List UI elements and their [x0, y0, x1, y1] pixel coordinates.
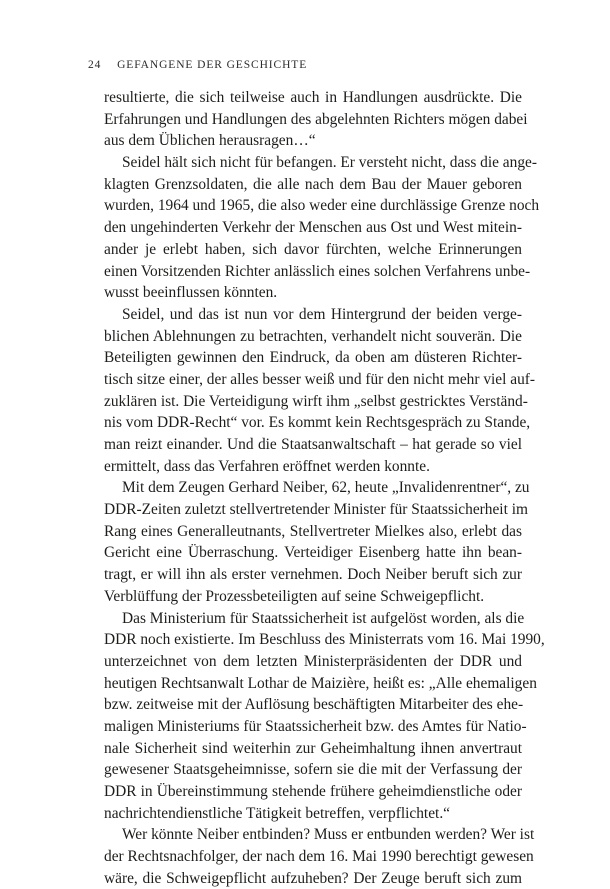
text-line: ander je erlebt haben, sich davor fürchten, welche Erinnerungen — [104, 240, 522, 258]
text-line: heutigen Rechtsanwalt Lothar de Maizière, heißt es: „Alle ehemaligen — [104, 674, 537, 692]
text-line: maligen Ministeriums für Staatssicherheit bzw. des Amtes für Natio- — [104, 717, 527, 735]
text-line: zuklären ist. Die Verteidigung wirft ihm „selbst gestricktes Verständ- — [104, 392, 528, 410]
text-line: einen Vorsitzenden Richter anlässlich eines solchen Verfahrens unbe- — [104, 262, 531, 280]
text-line: Mit dem Zeugen Gerhard Neiber, 62, heute „Invalidenrentner“, zu — [122, 479, 530, 497]
text-line: wusst beeinflussen könnten. — [104, 284, 278, 302]
text-line: tisch sitze einer, der alles besser weiß und für den nicht mehr viel auf- — [104, 370, 536, 388]
text-line: nale Sicherheit sind weiterhin zur Geheimhaltung ihnen anvertraut — [104, 739, 522, 757]
text-line: Erfahrungen und Handlungen des abgelehnten Richters mögen dabei — [104, 110, 528, 128]
text-line: Wer könnte Neiber entbinden? Muss er entbunden werden? Wer ist — [122, 826, 535, 844]
text-line: gewesener Staatsgeheimnisse, sofern sie die mit der Verfassung der — [104, 761, 522, 779]
running-title: GEFANGENE DER GESCHICHTE — [117, 59, 308, 71]
text-line: wurden, 1964 und 1965, die also weder eine durchlässige Grenze noch — [104, 197, 540, 215]
text-line: den ungehinderten Verkehr der Menschen aus Ost und West mitein- — [104, 219, 522, 237]
text-line: tragt, er will ihn als erster vernehmen. Doch Neiber beruft sich zur — [104, 566, 522, 584]
text-line: man reizt einander. Und die Staatsanwaltschaft – hat gerade so viel — [104, 436, 522, 453]
text-line: aus dem Üblichen herausragen…“ — [104, 132, 316, 150]
text-line: Beteiligten gewinnen den Eindruck, da oben am düsteren Richter- — [104, 349, 522, 367]
text-line: wäre, die Schweigepflicht aufzuheben? Der Zeuge beruft sich zum — [104, 869, 522, 887]
text-line: DDR in Übereinstimmung stehende frühere geheimdienstliche oder — [104, 783, 522, 800]
text-line: der Rechtsnachfolger, der nach dem 16. Mai 1990 berechtigt gewesen — [104, 848, 534, 866]
text-line: Verblüffung der Prozessbeteiligten auf seine Schweigepflicht. — [104, 587, 485, 605]
text-line: resultierte, die sich teilweise auch in Handlungen ausdrückte. Die — [104, 89, 522, 106]
text-line: klagten Grenzsoldaten, die alle nach dem Bau der Mauer geboren — [104, 175, 522, 193]
text-line: unterzeichnet von dem letzten Ministerpräsidenten der DDR und — [104, 652, 522, 670]
text-line: DDR noch existierte. Im Beschluss des Ministerrats vom 16. Mai 1990, — [104, 631, 545, 649]
text-line: nachrichtendienstliche Tätigkeit betreffen, verpflichtet.“ — [104, 804, 450, 822]
page-number: 24 — [88, 59, 102, 71]
body-text — [104, 87, 545, 889]
running-head — [88, 59, 307, 71]
text-line: Gericht eine Überraschung. Verteidiger Eisenberg hatte ihn bean- — [104, 544, 522, 562]
text-line: Seidel hält sich nicht für befangen. Er versteht nicht, dass die ange- — [122, 154, 537, 172]
text-line: DDR-Zeiten zuletzt stellvertretender Minister für Staatssicherheit im — [104, 501, 528, 519]
text-line: nis vom DDR-Recht“ vor. Es kommt kein Rechtsgespräch zu Stande, — [104, 414, 531, 432]
text-line: bzw. zeitweise mit der Auflösung beschäftigten Mitarbeiter des ehe- — [104, 696, 524, 714]
text-line: ermittelt, dass das Verfahren eröffnet werden konnte. — [104, 457, 430, 475]
text-line: Rang eines Generalleutnants, Stellvertreter Mielkes also, erlebt das — [104, 522, 522, 540]
text-line: Das Ministerium für Staatssicherheit ist aufgelöst worden, als die — [122, 609, 525, 627]
text-line: Seidel, und das ist nun vor dem Hintergrund der beiden verge- — [122, 305, 522, 323]
text-line: blichen Ablehnungen zu betrachten, verhandelt nicht souverän. Die — [104, 327, 522, 345]
